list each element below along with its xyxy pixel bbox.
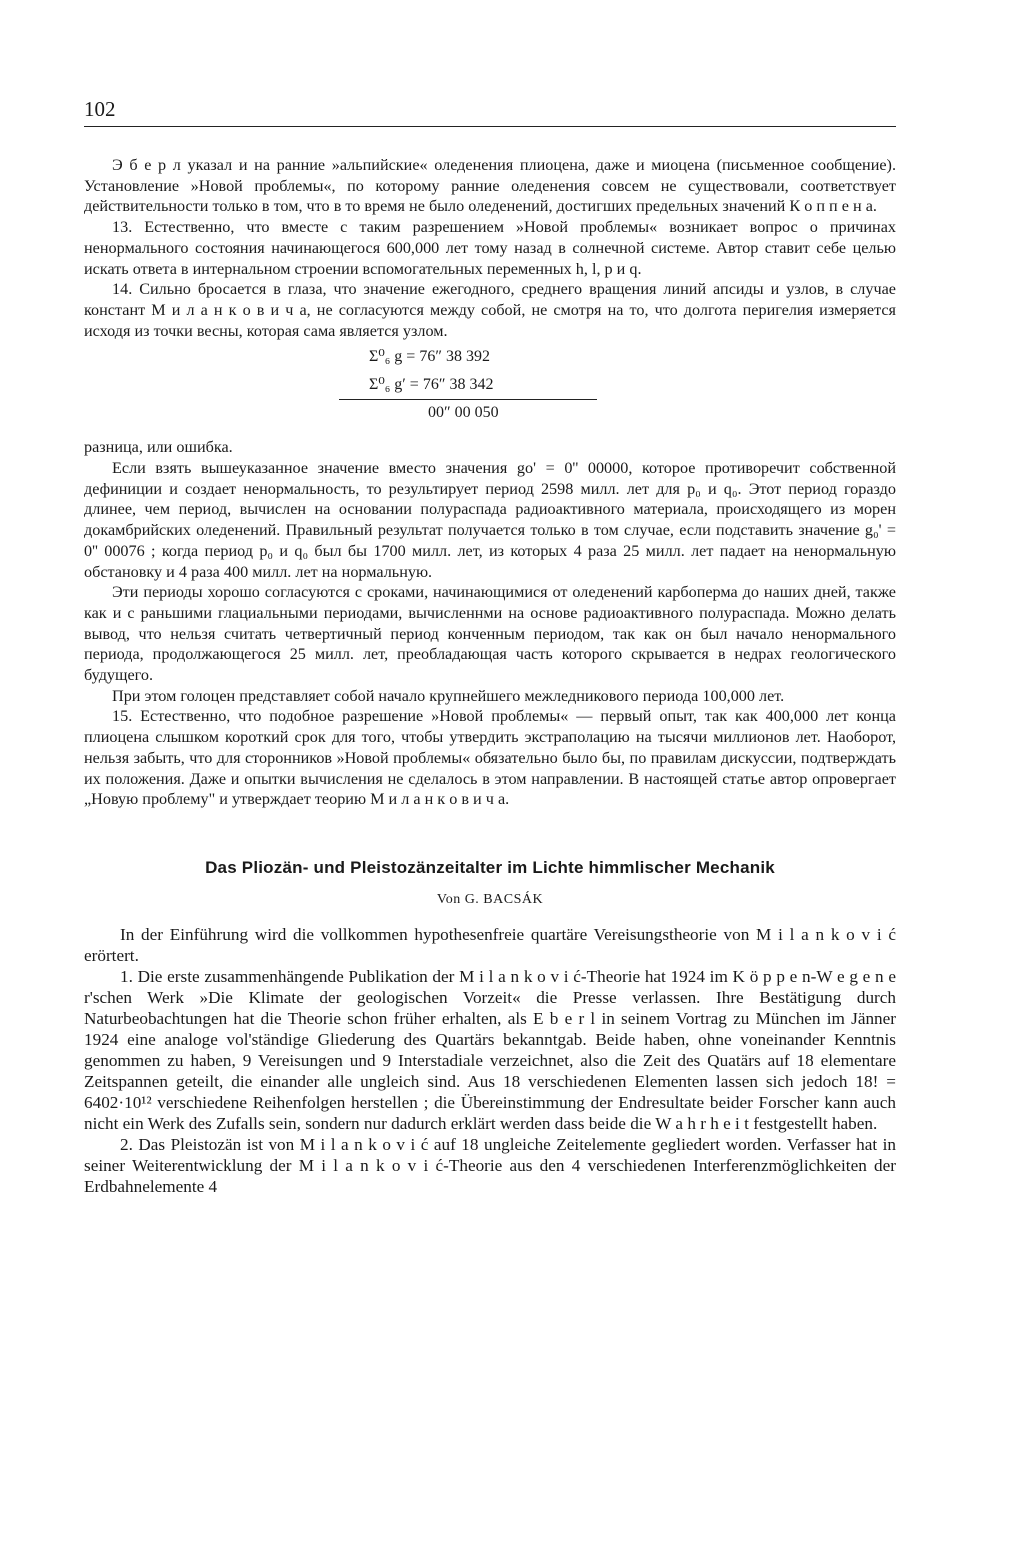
paragraph-esli: Если взять вышеуказанное значение вместо значения go' = 0'' 00000, которое противоречит собственной дефиниции и создает ненормальность, то результирует период 2598 милл. лет для p₀ и q₀. Этот период гораздо длинее, чем период, вычислен на основании полураспада радиоактивного материала, происходящего из морен докамбрийских оледенений. Правильный результат получается только в том случае, если подставить значение g₀' = 0'' 00076 ; когда период p₀ и q₀ был бы 1700 милл. лет, из которых 4 раза 25 милл. лет падает на ненормальную обстановку и 4 раза 400 милл. лет на нормальную. — [84, 459, 896, 581]
german-section — [84, 924, 896, 1197]
page-number: 102 — [84, 97, 116, 121]
formula-rule — [339, 399, 597, 400]
german-paragraph-2: 2. Das Pleistozän ist von M i l a n k o v i ć auf 18 ungleiche Zeitelemente gegliedert worden. Verfasser hat in seiner Weiterentwicklung der M i l a n k o v i ć-Theorie aus den 4 verschiedenen Interferenzmöglichkeiten der Erdbahnelemente 4 — [84, 1134, 896, 1196]
header-rule — [84, 126, 896, 127]
german-paragraph-1: 1. Die erste zusammenhängende Publikation der M i l a n k o v i ć-Theorie hat 1924 im K ö p p e n-W e g e n e r'schen Werk »Die Klimate der geologischen Vorzeit« die Presse verlassen. Ihre Bestätigung durch Naturbeobachtungen hat die Theorie schon früher erhalten, als E b e r l in seinem Vortrag zu München im Jänner 1924 eine analoge vol'ständige Gliederung des Quartärs bekanntgab. Beide haben, ohne voneinander Kenntnis genommen zu haben, 9 Vereisungen und 9 Interstadiale verzeichnet, also die Zeit des Quatärs auf 18 elementare Zeitspannen geteilt, die einander alle ungleich sind. Aus 18 verschiedenen Elementen lassen sich jedoch 18! = 6402·10¹² verschiedene Reihenfolgen herstellen ; die Übereinstimmung der Endresultate beider Forscher kann auch nicht ein Werk des Zufalls sein, sondern nur dadurch erklärt werden dass beide die W a h r h e i t festgestellt haben. — [84, 966, 896, 1133]
russian-section — [84, 155, 896, 810]
german-title: Das Pliozän- und Pleistozänzeitalter im Lichte himmlischer Mechanik — [205, 857, 775, 877]
german-intro: In der Einführung wird die vollkommen hypothesenfreie quartäre Vereisungstheorie von M i l a n k o v i ć erörtert. — [84, 924, 896, 965]
paragraph-eberl: Э б е р л указал и на ранние »альпийские« оледенения плиоцена, даже и миоцена (письменное сообщение). Установление »Новой проблемы«, по которому ранние оледенения совсем не существовали, соответствует действительности только в том, что в то время не было оледенений, достигших предельных значений К о п п е н а. — [84, 156, 896, 216]
formula-line-2: Σ⁰₆ g′ = 76″ 38 342 — [369, 376, 494, 394]
german-author: Von G. BACSÁK — [436, 891, 544, 907]
formula-line-1: Σ⁰₆ g = 76″ 38 392 — [369, 348, 490, 366]
paragraph-15: 15. Естественно, что подобное разрешение »Новой проблемы« — первый опыт, так как 400,000 лет конца плиоцена слышком короткий срок для того, чтобы утвердить экстраполацию на тысячи миллионов лет. Наоборот, нельзя забыть, что для сторонников »Новой проблемы« обязательно было бы, по правилам дискуссии, подтверждать их положения. Даже и опытки вычисления не сделалось в этом направлении. В настоящей статье автор опровергает „Новую проблему" и утверждает теорию М и л а н к о в и ч а. — [84, 707, 896, 809]
paragraph-14: 14. Сильно бросается в глаза, что значение ежегодного, среднего вращения линий апсиды и узлов, в случае констант М и л а н к о в и ч а, не согласуются между собой, не смотря на то, что долгота перигелия измеряется исходя из точки весны, которая сама является узлом. — [84, 280, 896, 340]
formula-block — [84, 347, 896, 431]
formula-result: 00″ 00 050 — [428, 404, 499, 422]
page — [84, 94, 896, 1197]
paragraph-difference: разница, или ошибка. — [84, 438, 233, 457]
paragraph-pri: При этом голоцен представляет собой начало крупнейшего межледникового периода 100,000 лет. — [112, 686, 785, 705]
paragraph-13: 13. Естественно, что вместе с таким разрешением »Новой проблемы« возникает вопрос о причинах ненормального состояния начинающегося 600,000 лет тому назад в солнечной системе. Автор ставит себе целью искать ответа в интернальном строении вспомогательных переменных h, l, p и q. — [84, 218, 896, 278]
paragraph-eti: Эти периоды хорошо согласуются с сроками, начинающимися от оледенений карбоперма до наших дней, также как и с раньшими глациальными периодами, вычисленнми на основе радиоактивного полураспада. Можно делать вывод, что нельзя считать четвертичный период конченным периодом, так как он был начало ненормального периода, продолжающегося 25 милл. лет, преобладающая часть которого скрывается в недрах геологического будущего. — [84, 583, 896, 685]
